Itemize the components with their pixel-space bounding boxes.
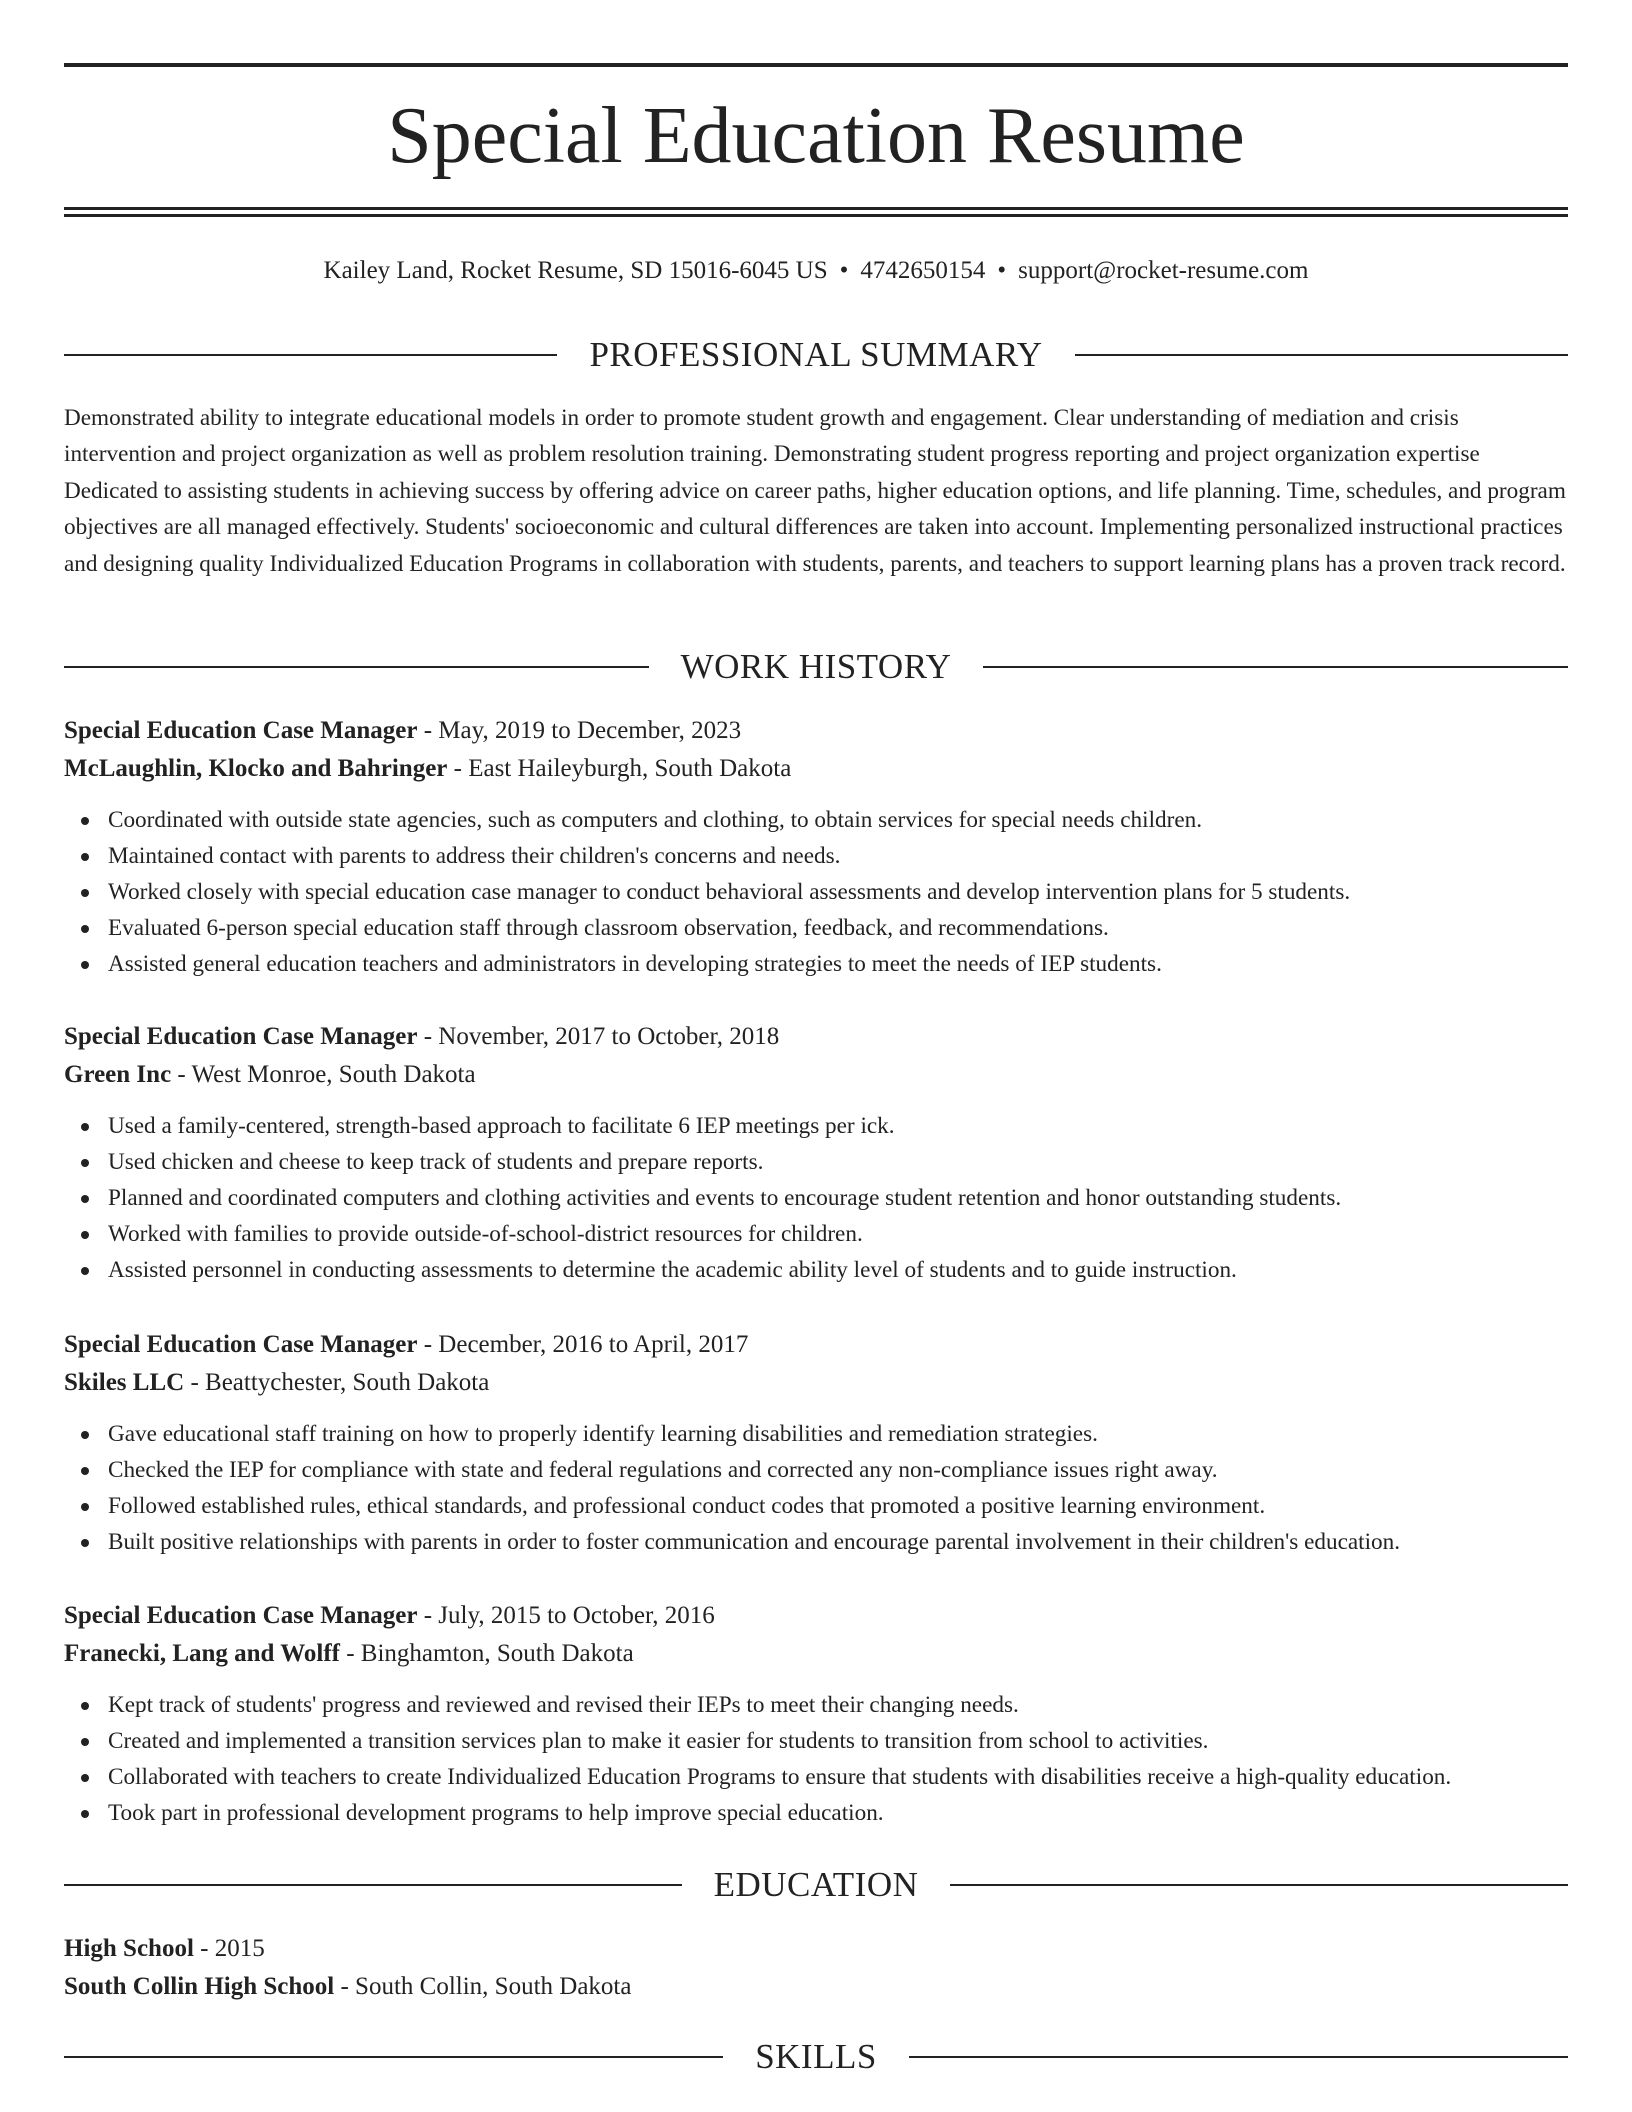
job-title: Special Education Case Manager	[64, 1331, 418, 1358]
section-heading-summary	[64, 335, 1568, 375]
list-item: Built positive relationships with parents in order to foster communication and encourage parental involvement in their children's education.	[64, 1524, 1568, 1560]
resume-title: Special Education Resume	[387, 92, 1245, 180]
contact-email: support@rocket-resume.com	[1018, 257, 1309, 284]
contact-address: Kailey Land, Rocket Resume, SD 15016-6045 US	[323, 257, 828, 284]
list-item: Used a family-centered, strength-based approach to facilitate 6 IEP meetings per ick.	[64, 1108, 1568, 1144]
list-item: Kept track of students' progress and reviewed and revised their IEPs to meet their changing needs.	[64, 1687, 1568, 1723]
heading-rule	[64, 1884, 682, 1886]
job-title: Special Education Case Manager	[64, 1602, 418, 1629]
job-entry	[64, 1018, 1568, 1288]
heading-rule	[64, 354, 557, 356]
education-school: South Collin High School	[64, 1973, 335, 2000]
education-degree-line	[64, 1930, 1568, 1968]
job-company-line	[64, 750, 1568, 788]
job-title: Special Education Case Manager	[64, 1023, 418, 1050]
job-bullets	[64, 802, 1568, 982]
list-item: Checked the IEP for compliance with state and federal regulations and corrected any non-compliance issues right away.	[64, 1452, 1568, 1488]
job-dates: - December, 2016 to April, 2017	[417, 1331, 749, 1358]
job-company-line	[64, 1364, 1568, 1402]
job-location: - Binghamton, South Dakota	[339, 1640, 634, 1667]
contact-separator: •	[839, 257, 849, 284]
section-heading-label: WORK HISTORY	[680, 647, 952, 686]
heading-rule	[64, 2056, 723, 2058]
section-heading-label: EDUCATION	[713, 1865, 919, 1904]
list-item: Planned and coordinated computers and clothing activities and events to encourage student retention and honor outstanding students.	[64, 1180, 1568, 1216]
job-company: McLaughlin, Klocko and Bahringer	[64, 755, 448, 782]
job-location: - Beattychester, South Dakota	[184, 1369, 490, 1396]
job-company-line	[64, 1056, 1568, 1094]
list-item: Used chicken and cheese to keep track of students and prepare reports.	[64, 1144, 1568, 1180]
job-company: Franecki, Lang and Wolff	[64, 1640, 340, 1667]
list-item: Gave educational staff training on how to properly identify learning disabilities and remediation strategies.	[64, 1416, 1568, 1452]
job-title-line	[64, 1597, 1568, 1635]
job-company: Skiles LLC	[64, 1369, 185, 1396]
section-heading-label: SKILLS	[755, 2037, 877, 2076]
contact-line	[64, 253, 1568, 289]
list-item: Coordinated with outside state agencies, such as computers and clothing, to obtain services for special needs children.	[64, 802, 1568, 838]
job-title-line	[64, 1018, 1568, 1056]
job-entry	[64, 1597, 1568, 1831]
heading-rule	[950, 1884, 1568, 1886]
job-title-line	[64, 1326, 1568, 1364]
section-heading-label: PROFESSIONAL SUMMARY	[589, 335, 1043, 374]
title-double-rule	[64, 207, 1568, 217]
job-location: - East Haileyburgh, South Dakota	[447, 755, 792, 782]
heading-rule	[64, 666, 649, 668]
job-entry	[64, 1326, 1568, 1560]
summary-text: Demonstrated ability to integrate educational models in order to promote student growth and engagement. Clear understanding of mediation and crisis intervention and project organization as well as problem resolution training. Demonstrating student progress reporting and project organization expertise Dedicated to assisting students in achieving success by offering advice on career paths, higher education options, and life planning. Time, schedules, and program objectives are all managed effectively. Students' socioeconomic and cultural differences are taken into account. Implementing personalized instructional practices and designing quality Individualized Education Programs in collaboration with students, parents, and teachers to support learning plans has a proven track record.	[64, 405, 1566, 577]
job-title-line	[64, 712, 1568, 750]
job-company-line	[64, 1635, 1568, 1673]
contact-phone: 4742650154	[860, 257, 986, 284]
list-item: Worked with families to provide outside-of-school-district resources for children.	[64, 1216, 1568, 1252]
list-item: Worked closely with special education case manager to conduct behavioral assessments and develop intervention plans for 5 students.	[64, 874, 1568, 910]
list-item: Created and implemented a transition services plan to make it easier for students to transition from school to activities.	[64, 1723, 1568, 1759]
education-entry	[64, 1930, 1568, 2006]
heading-rule	[1075, 354, 1568, 356]
contact-separator: •	[997, 257, 1007, 284]
list-item: Assisted personnel in conducting assessments to determine the academic ability level of students and to guide instruction.	[64, 1252, 1568, 1288]
education-degree: High School	[64, 1935, 194, 1962]
heading-rule	[983, 666, 1568, 668]
section-heading-education	[64, 1865, 1568, 1905]
education-school-line	[64, 1968, 1568, 2006]
job-entry	[64, 712, 1568, 982]
list-item: Evaluated 6-person special education staff through classroom observation, feedback, and recommendations.	[64, 910, 1568, 946]
list-item: Assisted general education teachers and administrators in developing strategies to meet the needs of IEP students.	[64, 946, 1568, 982]
job-dates: - May, 2019 to December, 2023	[417, 717, 742, 744]
heading-rule	[909, 2056, 1568, 2058]
job-bullets	[64, 1108, 1568, 1288]
job-location: - West Monroe, South Dakota	[171, 1061, 476, 1088]
list-item: Took part in professional development programs to help improve special education.	[64, 1795, 1568, 1831]
section-heading-skills	[64, 2037, 1568, 2077]
list-item: Collaborated with teachers to create Individualized Education Programs to ensure that students with disabilities receive a high-quality education.	[64, 1759, 1568, 1795]
job-bullets	[64, 1416, 1568, 1560]
job-bullets	[64, 1687, 1568, 1831]
list-item: Followed established rules, ethical standards, and professional conduct codes that promoted a positive learning environment.	[64, 1488, 1568, 1524]
job-company: Green Inc	[64, 1061, 172, 1088]
job-dates: - July, 2015 to October, 2016	[417, 1602, 715, 1629]
education-year: - 2015	[193, 1935, 265, 1962]
job-dates: - November, 2017 to October, 2018	[417, 1023, 780, 1050]
list-item: Maintained contact with parents to address their children's concerns and needs.	[64, 838, 1568, 874]
education-location: - South Collin, South Dakota	[334, 1973, 632, 2000]
job-title: Special Education Case Manager	[64, 717, 418, 744]
section-heading-work-history	[64, 647, 1568, 687]
top-rule	[64, 63, 1568, 67]
